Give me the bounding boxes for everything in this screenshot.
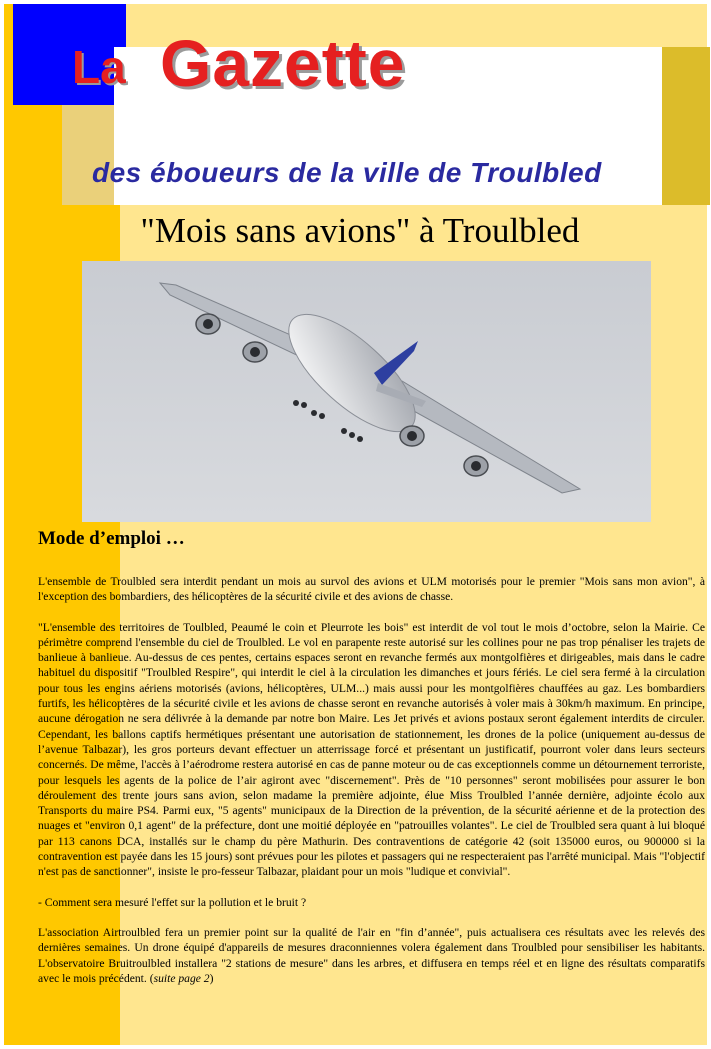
- article-paragraph-4: [38, 925, 705, 986]
- article-body: [38, 574, 705, 1001]
- continued-note-close: ): [209, 971, 214, 985]
- section-title: Mode d’emploi …: [38, 528, 185, 549]
- masthead-subtitle: des éboueurs de la ville de Troulbled: [92, 157, 602, 188]
- airplane-photo: [82, 261, 651, 522]
- masthead-la: La: [72, 41, 126, 93]
- article-paragraph-1: L'ensemble de Troulbled sera interdit pendant un mois au survol des avions et ULM motorisés pour le premier "Mois sans mon avion", à l'exception des bombardiers, des hélicoptères de la sécurité civile et des avions de chasse.: [38, 575, 705, 604]
- article-headline: "Mois sans avions" à Troulbled: [140, 211, 580, 250]
- masthead-gazette: Gazette: [160, 26, 406, 100]
- article-paragraph-2: "L'ensemble des territoires de Toulbled, Peaumé le coin et Pleurrote les bois" est interdit de vol tout le mois d’octobre, selon la Mairie. Ce périmètre comprend l'ensemble du ciel de Troulbled. Le vol en parapente reste autorisé sur les collines pour ne pas trop pénaliser les trajets de banlieue à banlieue. Au-dessus de ces pentes, certains espaces seront en revanche fermés aux montgolfières et dirigeables, mais dans le cadre habituel du dispositif "Troulbled Respire", qui interdit le ciel à la circulation les dimanches et jours fériés. Le ciel sera fermé à la circulation pour tous les engins aériens motorisés (avions, hélicoptères, ULM...) mais aussi pour les montgolfières chauffées au gaz. Les bombardiers furtifs, les hélicoptères de la sécurité civile et les avions de chasse seront en revanche autorisés à voler mais à 30km/h maximum. En principe, aucune dérogation ne sera délivrée à la demande par notre bon Maire. Les Jet privés et avions postaux seront également interdits de circuler. Cependant, les ballons captifs hermétiques présentant une autorisation de stationnement, les drones de la police (uniquement au-dessus de l’avenue Talbazar), les gros porteurs devant effectuer un atterrissage forcé et présentant un justificatif, pourront voler dans leurs secteurs concernés. De même, l'accès à l’aérodrome restera autorisé en cas de panne moteur ou de cas exceptionnels comme un détournement terroriste, pour lesquels les agents de la police de l’air agiront avec "discernement". Près de "10 personnes" seront mobilisées pour assurer le bon déroulement des trente jours sans avion, selon madame la première adjointe, élue Miss Troulbled l’année dernière, adjointe écolo aux Transports du maire PS4. Parmi eux, "5 agents" municipaux de la Direction de la prévention, de la sécurité aérienne et de la protection des nuages et "environ 0,1 agent" de la préfecture, dont une moitié déployée en "patrouilles volantes". Le ciel de Troulbled sera quant à lui bloqué par 113 canons DCA, installés sur le champ du père Mathurin. Des contraventions de catégorie 42 (soit 135000 euros, ou 900000 si la contravention est payée dans les 15 jours) sont prévues pour les pilotes et passagers qui ne respecteraient pas l'arrêté municipal. Mais "l'objectif n'est pas de sanctionner", insiste le pro-fesseur Talbazar, plaidant pour un mois "ludique et convivial".: [38, 620, 705, 879]
- continued-note: suite page 2: [153, 971, 210, 985]
- article-question: - Comment sera mesuré l'effet sur la pollution et le bruit ?: [38, 895, 307, 909]
- article-paragraph-4-text: L'association Airtroulbled fera un premier point sur la qualité de l'air en "fin d’année", puis actualisera ces résultats avec les relevés des dernières semaines. Un drone équipé d'appareils de mesures draconniennes volera également dans Troulbled pour sensibiliser les habitants. L'observatoire Bruitroulbled installera "2 stations de mesure" dans les arbres, et diffusera en temps réel et en ligne des résultats comparatifs avec le mois précédent. (: [38, 925, 705, 985]
